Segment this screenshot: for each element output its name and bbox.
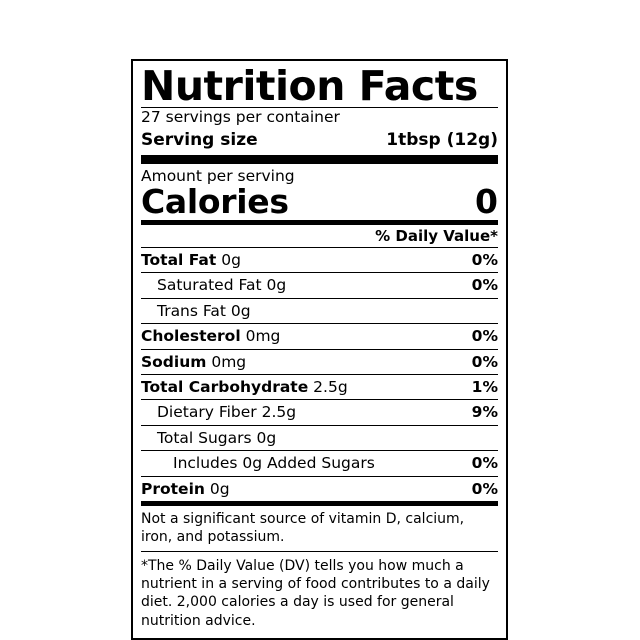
nutrient-dv-added-sugars: 0%: [471, 454, 498, 473]
nutrient-name-saturated-fat: Saturated Fat: [157, 276, 262, 295]
serving-size-value: 1tbsp (12g): [386, 130, 498, 151]
nutrient-row-protein: [141, 477, 498, 501]
nutrient-amount-cholesterol: 0mg: [245, 327, 281, 346]
nutrient-label-cholesterol: [141, 326, 280, 346]
nutrient-label-saturated-fat: [141, 275, 286, 295]
nutrient-label-added-sugars: Includes 0g Added Sugars: [173, 454, 375, 473]
nutrition-facts-panel: [131, 59, 508, 640]
nutrient-amount-sodium: 0mg: [211, 352, 247, 371]
nutrient-row-saturated-fat: [141, 273, 498, 297]
nutrient-label-trans-fat: [141, 301, 251, 321]
amount-per-serving-label: Amount per serving: [141, 166, 295, 185]
serving-size-label: Serving size: [141, 130, 258, 151]
nutrient-row-dietary-fiber: [141, 400, 498, 424]
nutrient-dv-total-fat: 0%: [471, 250, 498, 269]
nutrient-row-sodium: [141, 350, 498, 374]
nutrient-row-added-sugars: [141, 451, 498, 475]
serving-size-row: [141, 128, 498, 154]
vitamin-note: Not a significant source of vitamin D, calcium, iron, and potassium.: [141, 511, 465, 546]
daily-value-footnote: *The % Daily Value (DV) tells you how much a nutrient in a serving of food contributes to a daily diet. 2,000 calories a day is used for general nutrition advice.: [141, 558, 490, 629]
nutrient-amount-total-sugars: 0g: [256, 428, 277, 447]
nutrient-dv-protein: 0%: [471, 479, 498, 498]
divider-thick-top: [141, 155, 498, 164]
nutrient-dv-sodium: 0%: [471, 352, 498, 371]
nutrient-name-sodium: Sodium: [141, 352, 207, 371]
nutrient-amount-saturated-fat: 0g: [266, 276, 287, 295]
daily-value-header: % Daily Value*: [375, 226, 498, 245]
nutrient-amount-total-carbohydrate: 2.5g: [313, 378, 348, 397]
nutrient-label-dietary-fiber: [141, 402, 296, 422]
nutrient-row-total-fat: [141, 248, 498, 272]
nutrient-dv-cholesterol: 0%: [471, 327, 498, 346]
calories-row: [141, 181, 498, 221]
nutrient-label-sodium: [141, 352, 246, 372]
nutrient-label-total-carbohydrate: [141, 377, 348, 397]
nutrient-row-total-carbohydrate: [141, 375, 498, 399]
nutrient-label-protein: [141, 479, 230, 499]
nutrient-name-protein: Protein: [141, 479, 205, 498]
nutrient-dv-total-carbohydrate: 1%: [471, 378, 498, 397]
servings-per-container: 27 servings per container: [141, 107, 340, 126]
nutrient-name-dietary-fiber: Dietary Fiber: [157, 403, 257, 422]
nutrient-label-total-fat: [141, 250, 241, 270]
nutrient-amount-trans-fat: 0g: [230, 301, 251, 320]
nutrient-amount-total-fat: 0g: [221, 250, 241, 269]
nutrient-name-cholesterol: Cholesterol: [141, 327, 241, 346]
nutrient-row-total-sugars: [141, 426, 498, 450]
nutrient-name-total-carbohydrate: Total Carbohydrate: [141, 378, 309, 397]
nutrient-dv-saturated-fat: 0%: [471, 276, 498, 295]
nutrient-amount-dietary-fiber: 2.5g: [261, 403, 297, 422]
nutrient-amount-protein: 0g: [209, 479, 230, 498]
nutrient-name-trans-fat: Trans Fat: [157, 301, 226, 320]
calories-label: Calories: [141, 181, 289, 221]
nutrient-dv-dietary-fiber: 9%: [471, 403, 498, 422]
nutrient-name-total-fat: Total Fat: [141, 250, 217, 269]
nutrient-row-trans-fat: [141, 299, 498, 323]
nutrient-name-total-sugars: Total Sugars: [157, 428, 252, 447]
nutrition-facts-title: Nutrition Facts: [141, 62, 478, 110]
nutrient-row-cholesterol: [141, 324, 498, 348]
nutrient-label-total-sugars: [141, 428, 276, 448]
calories-value: 0: [475, 181, 498, 221]
